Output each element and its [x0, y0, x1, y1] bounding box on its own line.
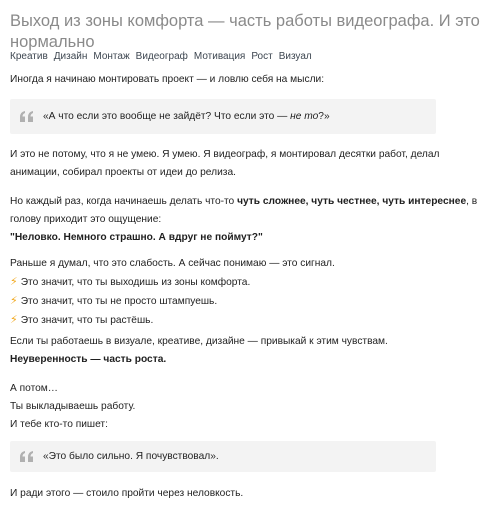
paragraph-5 — [10, 333, 440, 369]
quote-1-end: ?» — [318, 111, 330, 122]
tag-list — [10, 50, 312, 64]
para2-line-2: анимации, собирал проекты от идеи до релиза. — [10, 167, 236, 178]
para6-line-1: А потом… — [10, 383, 58, 394]
quote-block-1 — [10, 99, 436, 134]
lightning-icon: ⚡ — [10, 276, 18, 288]
para3-line-3: "Неловко. Немного страшно. А вдруг не поймут?" — [10, 232, 263, 243]
tag-vizual[interactable]: Визуал — [278, 51, 312, 62]
para3-post: , в — [466, 196, 478, 207]
tag-montazh[interactable]: Монтаж — [93, 51, 130, 62]
title-line-1: Выход из зоны комфорта — часть работы видеографа. И это — [10, 12, 480, 31]
para3-line-2: голову приходит это ощущение: — [10, 214, 162, 225]
title-line-2: нормально — [10, 33, 95, 52]
tag-rost[interactable]: Рост — [251, 51, 273, 62]
para3-bold-phrase: чуть сложнее, чуть честнее, чуть интереснее — [237, 196, 467, 207]
para6-line-3: И тебе кто-то пишет: — [10, 419, 108, 430]
quote-1-emphasis: не то — [290, 111, 319, 122]
paragraph-intro — [10, 71, 440, 89]
quote-1-main: «А что если это вообще не зайдёт? Что если это — — [43, 111, 291, 122]
paragraph-3 — [10, 193, 478, 247]
intro-text: Иногда я начинаю монтировать проект — и ловлю себя на мысли: — [10, 74, 325, 85]
quote-marks-icon — [20, 451, 36, 463]
bolt-item-2-text: Это значит, что ты не просто штампуешь. — [20, 296, 218, 307]
paragraph-4 — [10, 255, 440, 330]
para4-line-1: Раньше я думал, что это слабость. А сейчас понимаю — это сигнал. — [10, 258, 335, 269]
quote-block-2 — [10, 441, 436, 472]
para3-line-1 — [10, 193, 478, 211]
bolt-item-1 — [10, 273, 440, 292]
para6-line-2: Ты выкладываешь работу. — [10, 401, 136, 412]
para5-line-2: Неуверенность — часть роста. — [10, 354, 167, 365]
para5-line-1: Если ты работаешь в визуале, креативе, дизайне — привыкай к этим чувствам. — [10, 336, 388, 347]
paragraph-2 — [10, 146, 440, 182]
bolt-item-3 — [10, 311, 440, 330]
bolt-item-1-text: Это значит, что ты выходишь из зоны комфорта. — [20, 277, 251, 288]
quote-1-text — [43, 111, 330, 122]
tag-videograf[interactable]: Видеограф — [135, 51, 188, 62]
bolt-item-2 — [10, 292, 440, 311]
para2-line-1: И это не потому, что я не умею. Я умею. Я видеограф, я монтировал десятки работ, делал — [10, 149, 440, 160]
tag-motivatsiya[interactable]: Мотивация — [193, 51, 246, 62]
bolt-item-3-text: Это значит, что ты растёшь. — [20, 315, 154, 326]
quote-marks-icon — [20, 111, 36, 123]
para3-pre: Но каждый раз, когда начинаешь делать что-то — [10, 196, 238, 207]
para7-line-1: И ради этого — стоило пройти через неловкость. — [10, 488, 244, 499]
tag-dizain[interactable]: Дизайн — [53, 51, 88, 62]
article-title — [10, 11, 480, 53]
quote-2-text: «Это было сильно. Я почувствовал». — [43, 451, 219, 462]
lightning-icon: ⚡ — [10, 314, 18, 326]
tag-kreativ[interactable]: Креатив — [10, 51, 48, 62]
paragraph-7 — [10, 485, 440, 503]
paragraph-6 — [10, 380, 440, 434]
lightning-icon: ⚡ — [10, 295, 18, 307]
